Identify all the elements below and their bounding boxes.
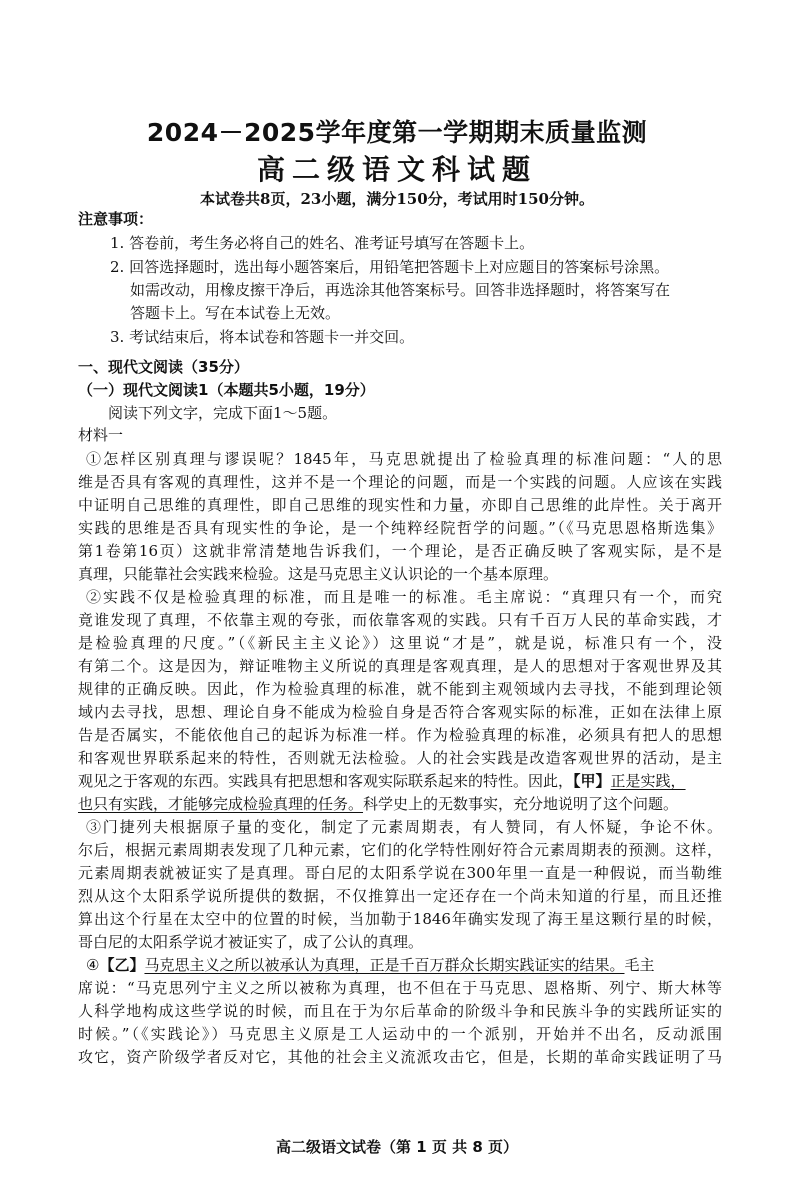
passage-line: 实践的思维是否具有现实性的争论，是一个纯粹经院哲学的问题。”（《马克思恩格斯选集》	[78, 519, 722, 537]
passage-line: 时候。”（《实践论》）马克思主义原是工人运动中的一个派别，开始并不出名，反动派围	[78, 1025, 722, 1043]
passage-line: 尔后，根据元素周期表发现了几种元素，它们的化学特性刚好符合元素周期表的预测。这样，	[78, 841, 722, 859]
passage-text: ④	[86, 956, 100, 974]
passage-line: 域内去寻找，思想、理论自身不能成为检验自身是否符合客观实际的标准，正如在法律上原	[78, 703, 722, 721]
passage-line: ③门捷列夫根据原子量的变化，制定了元素周期表，有人赞同，有人怀疑，争论不休。	[86, 818, 722, 836]
passage-line: 席说：“马克思列宁主义之所以被称为真理，也不但在于马克思、恩格斯、列宁、斯大林等	[78, 979, 722, 997]
underlined-sentence-jia: 也只有实践，才能够完成检验真理的任务。	[78, 795, 364, 813]
passage-line: 和客观世界联系起来的特性，否则就无法检验。人的社会实践是改造客观世界的活动，是主	[78, 749, 722, 767]
exam-title: 2024－2025学年度第一学期期末质量监测	[146, 118, 648, 147]
section-sub-heading: （一）现代文阅读1（本题共5小题，19分）	[78, 381, 375, 399]
passage-text: 观见之于客观的东西。实践具有把思想和客观实际联系起来的特性。因此，	[78, 772, 574, 790]
notes-heading: 注意事项：	[78, 210, 154, 228]
passage-line	[78, 793, 678, 815]
passage-text: 毛主	[624, 956, 655, 974]
note-item: 答题卡上。写在本试卷上无效。	[130, 304, 341, 322]
note-item: 如需改动，用橡皮擦干净后，再选涂其他答案标号。回答非选择题时，将答案写在	[130, 281, 671, 299]
page-footer: 高二级语文试卷（第 1 页 共 8 页）	[276, 1138, 518, 1156]
passage-line: 哥白尼的太阳系学说才被证实了，成了公认的真理。	[78, 933, 424, 951]
note-item: 1. 答卷前，考生务必将自己的姓名、准考证号填写在答题卡上。	[110, 234, 535, 252]
passage-line: 有第二个。这是因为，辩证唯物主义所说的真理是客观真理，是人的思想对于客观世界及其	[78, 657, 722, 675]
note-item: 3. 考试结束后，将本试卷和答题卡一并交回。	[110, 328, 415, 346]
passage-line: 人科学地构成这些学说的时候，而且在于为尔后革命的阶级斗争和民族斗争的实践所证实的	[78, 1002, 722, 1020]
passage-line: 维是否具有客观的真理性，这并不是一个理论的问题，而是一个实践的问题。人应该在实践	[78, 473, 722, 491]
exam-subtitle: 高二级语文科试题	[256, 153, 537, 186]
material-label: 材料一	[78, 426, 124, 444]
passage-line: 是检验真理的尺度。”（《新民主主义论》）这里说“才是”，就是说，标准只有一个，没	[78, 634, 722, 652]
passage-line: 中证明自己思维的真理性，即自己思维的现实性和力量，亦即自己思维的此岸性。关于离开	[78, 496, 722, 514]
passage-line: 告是否属实，不能依他自己的起诉为标准一样。作为检验真理的标准，必须具有把人的思想	[78, 726, 722, 744]
mark-yi: 【乙】	[99, 956, 145, 974]
passage-line: 烈从这个太阳系学说所提供的数据，不仅推算出一定还存在一个尚未知道的行星，而且还推	[78, 887, 722, 905]
exam-info: 本试卷共8页，23小题，满分150分，考试用时150分钟。	[200, 190, 594, 208]
passage-line: 第1卷第16页）这就非常清楚地告诉我们，一个理论，是否正确反映了客观实际，是不是	[78, 542, 722, 560]
underlined-sentence-yi: 马克思主义之所以被承认为真理，正是千百万群众长期实践证实的结果。	[144, 956, 625, 974]
note-item: 2. 回答选择题时，选出每小题答案后，用铅笔把答题卡上对应题目的答案标号涂黑。	[110, 258, 670, 276]
passage-line: ②实践不仅是检验真理的标准，而且是唯一的标准。毛主席说：“真理只有一个，而究	[86, 588, 722, 606]
passage-text: 科学史上的无数事实，充分地说明了这个问题。	[363, 795, 679, 813]
passage-line: 元素周期表就被证实了是真理。哥白尼的太阳系学说在300年里一直是一种假说，而当勒维	[78, 864, 722, 882]
passage-line: 攻它，资产阶级学者反对它，其他的社会主义流派攻击它，但是，长期的革命实践证明了马	[78, 1048, 722, 1066]
section-heading: 一、现代文阅读（35分）	[78, 358, 249, 376]
mark-jia: 【甲】	[573, 772, 611, 790]
passage-line: 算出这个行星在太空中的位置的时候，当加勒于1846年确实发现了海王星这颗行星的时候，	[78, 910, 722, 928]
passage-line	[86, 954, 655, 976]
passage-line: ①怎样区别真理与谬误呢？1845年，马克思就提出了检验真理的标准问题：“人的思	[86, 450, 722, 468]
passage-line: 真理，只能靠社会实践来检验。这是马克思主义认识论的一个基本原理。	[78, 565, 559, 583]
passage-line: 规律的正确反映。因此，作为检验真理的标准，就不能到主观领域内去寻找，不能到理论领	[78, 680, 722, 698]
passage-line	[78, 770, 686, 792]
underlined-sentence-jia: 正是实践，	[610, 772, 686, 790]
passage-line: 竟谁发现了真理，不依靠主观的夸张，而依靠客观的实践。只有千百万人民的革命实践，才	[78, 611, 722, 629]
section-instruction: 阅读下列文字，完成下面1～5题。	[108, 404, 338, 422]
